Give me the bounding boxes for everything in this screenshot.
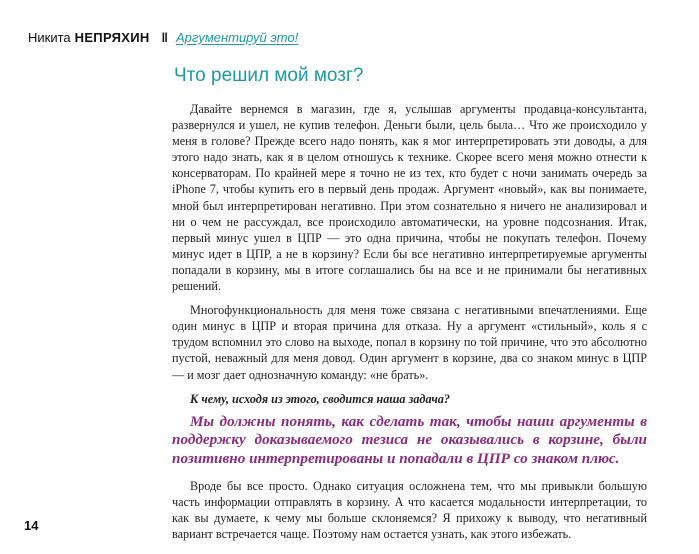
section-title: Что решил мой мозг? xyxy=(174,65,364,86)
running-header xyxy=(28,28,298,46)
body-paragraph-1: Давайте вернемся в магазин, где я, услышав аргументы продавца-консультанта, развернулся и ушел, не купив телефон. Деньги были, цель была… Что же происходило у меня в голове? Прежде всего надо понять, как я мог интерпретировать эти доводы, а для этого надо знать, как я в целом отношусь к технике. Скорее всего меня можно отнести к консерваторам. По крайней мере я точно не из тех, кто будет с ночи занимать очередь за iPhone 7, чтобы купить его в первый день продаж. Аргумент «новый», как вы понимаете, мной был интерпретирован негативно. При этом сознательно я ничего не анализировал и ни о чем не рассуждал, все происходило автоматически, на уровне подсознания. Итак, первый минус ушел в ЦПР — это одна причина, чтобы не покупать телефон. Почему минус идет в ЦПР, а не в корзину? Если бы все негативно интерпретируемые аргументы попадали в корзину, мы в итоге соглашались бы на все и не принимали бы негативных решений. xyxy=(172,102,647,294)
page-body xyxy=(172,60,647,551)
body-paragraph-2: Многофункциональность для меня тоже связана с негативными впечатлениями. Еще один минус в ЦПР и вторая причина для отказа. Ну а аргумент «стильный», коль я с трудом вспомнил это слово на выходе, попал в корзину по той причине, что это абсолютно пустой, неважный для меня довод. Один аргумент в корзине, два со знаком минус в ЦПР — и мозг дает однозначную команду: «не брать». xyxy=(172,303,647,382)
author-first-name: Никита xyxy=(28,29,71,45)
thesis-highlight: Мы должны понять, как сделать так, чтобы наши аргументы в поддержку доказываемого тезиса не оказывались в корзине, были позитивно интерпретированы и попадали в ЦПР со знаком плюс. xyxy=(172,412,647,467)
header-separator: ‖ xyxy=(161,29,169,45)
author-last-name: НЕПРЯХИН xyxy=(74,29,150,45)
question-text: К чему, исходя из этого, сводится наша задача? xyxy=(190,391,450,406)
body-paragraph-3: Вроде бы все просто. Однако ситуация осложнена тем, что мы привыкли большую часть информации отправлять в корзину. А что касается модальности интерпретации, то как вы думаете, к чему мы больше склоняемся? Я прихожу к выводу, что негативный вариант встречается чаще. Поэтому нам остается узнать, как этого избежать. xyxy=(172,479,647,542)
book-title-link[interactable]: Аргументируй это! xyxy=(176,29,299,45)
page-number: 14 xyxy=(24,518,39,533)
